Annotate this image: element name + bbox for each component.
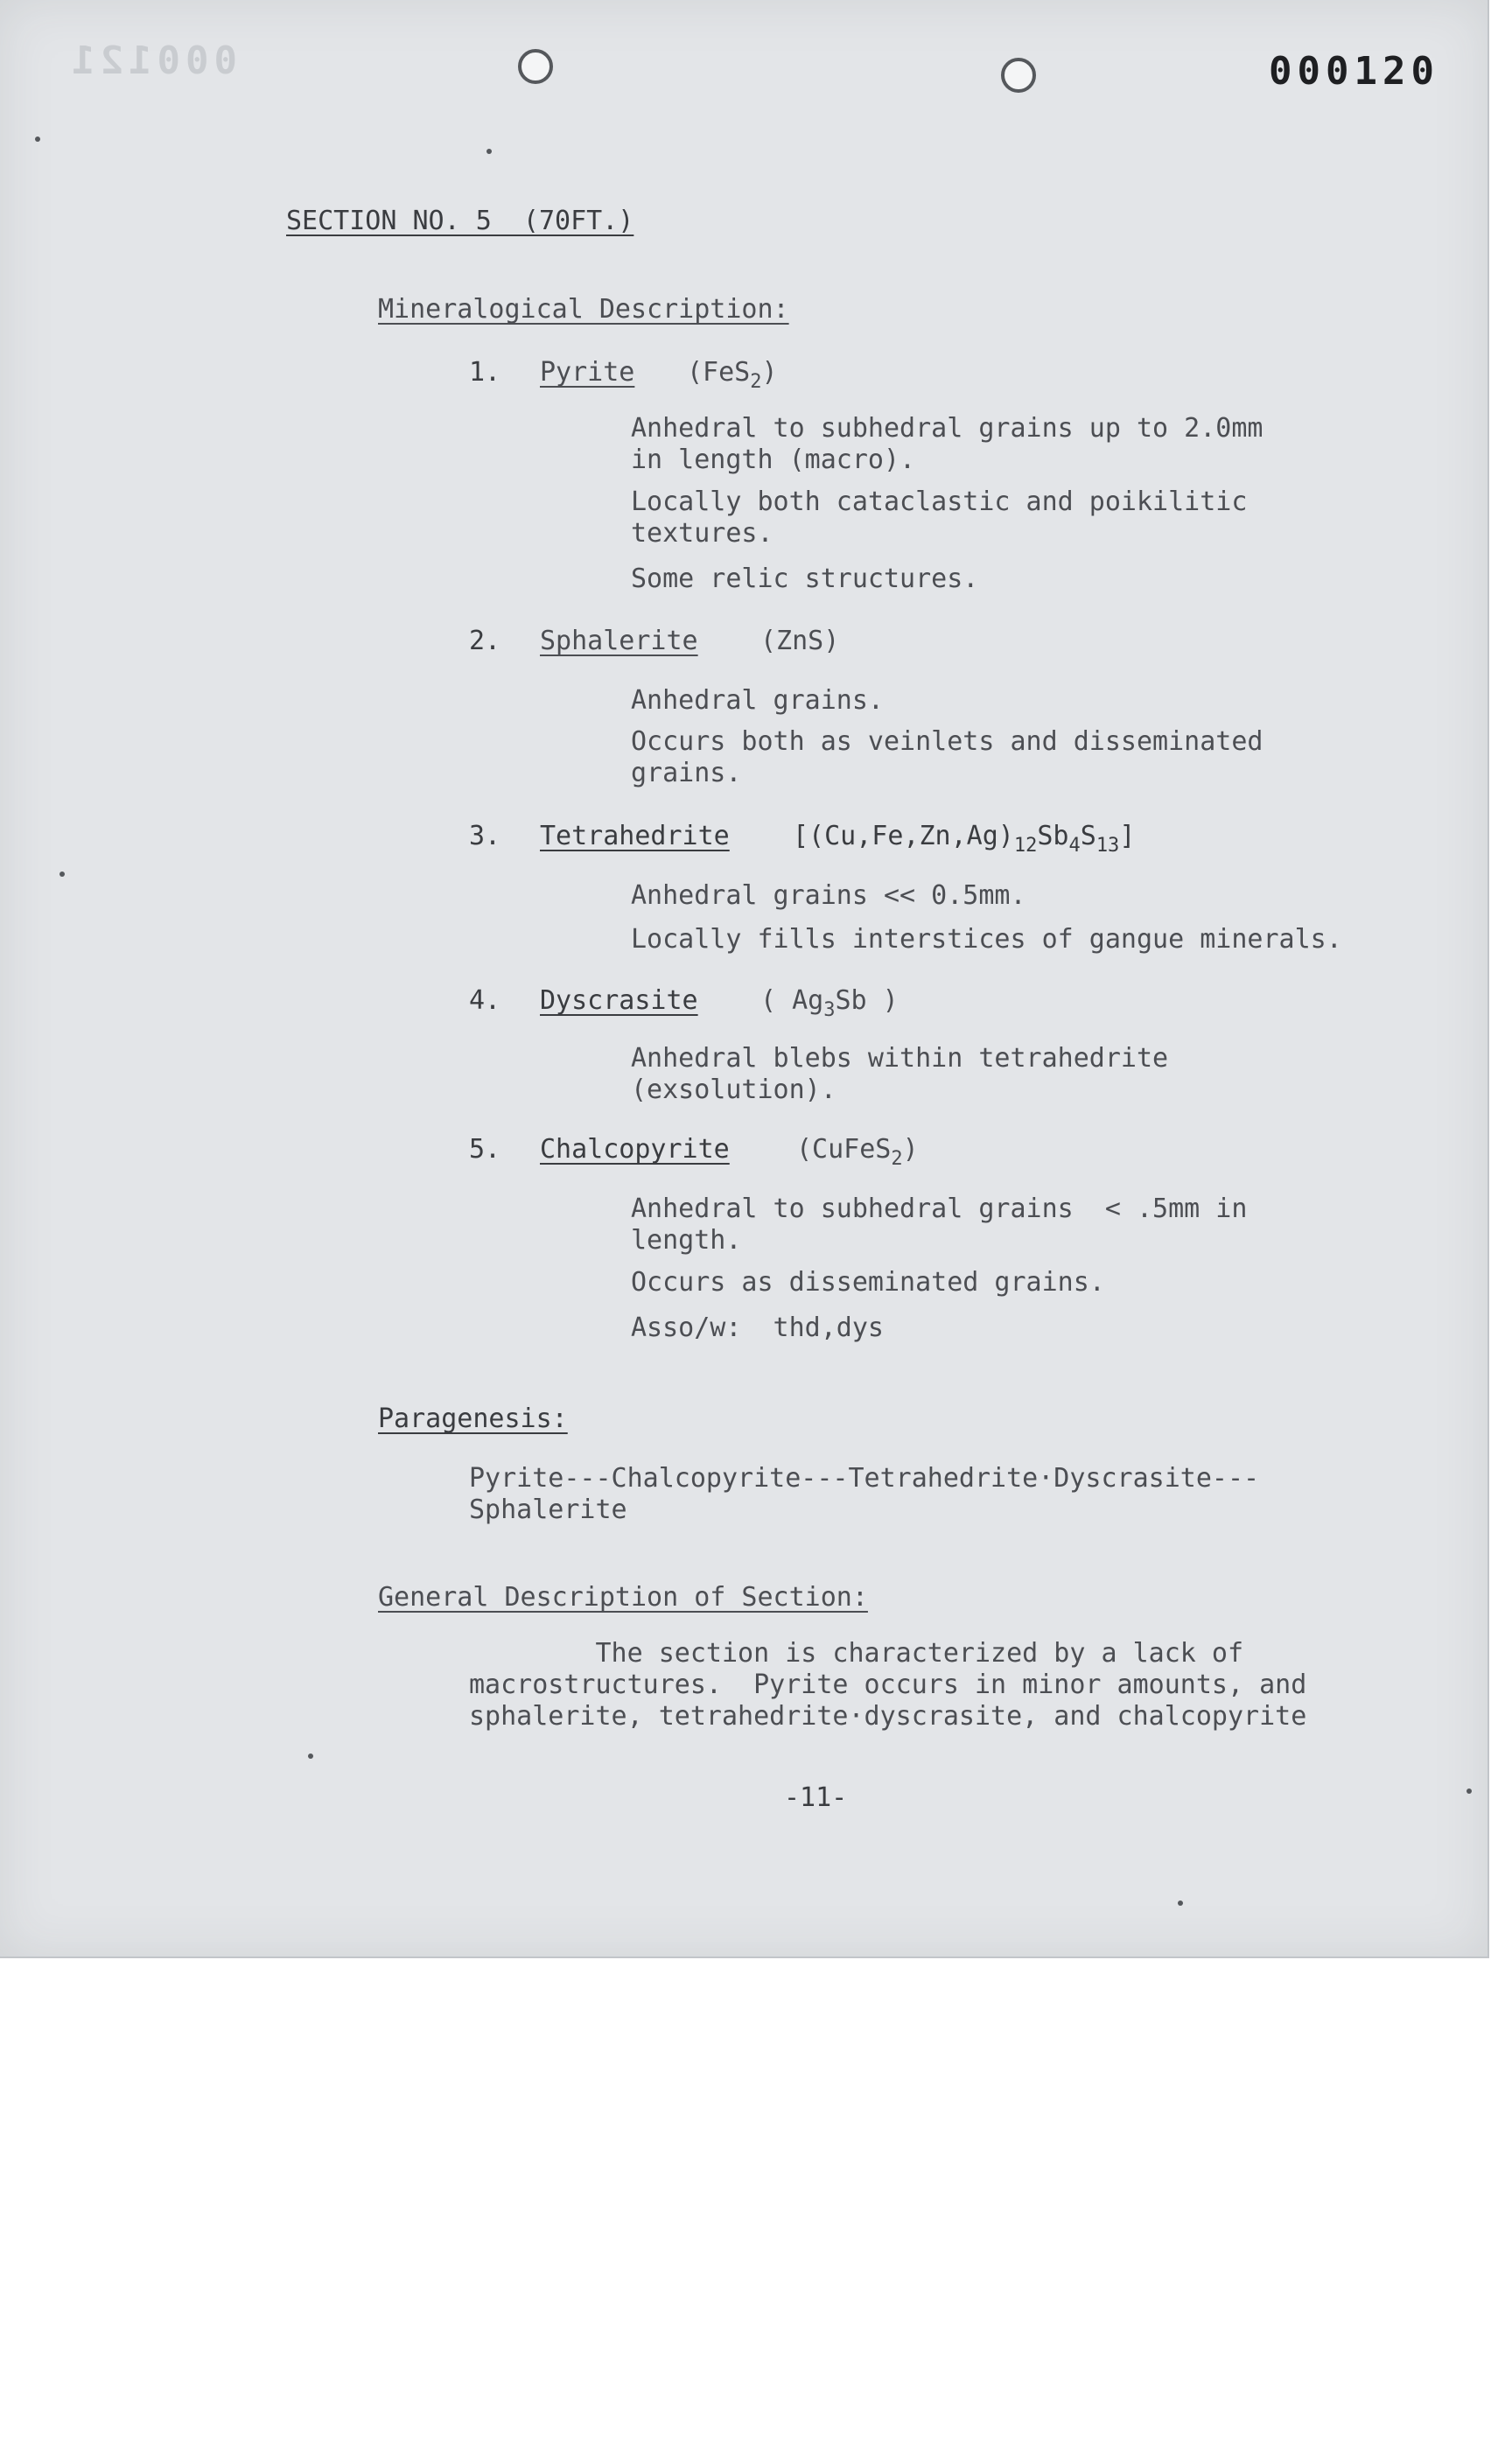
item-4-name: Dyscrasite	[540, 985, 698, 1016]
section-title: SECTION NO. 5 (70FT.)	[286, 206, 634, 236]
paper-speck	[1178, 1900, 1183, 1906]
item-3-note-1: Anhedral grains << 0.5mm.	[631, 880, 1026, 911]
item-5-note-2: Occurs as disseminated grains.	[631, 1267, 1105, 1298]
item-2-formula: (ZnS)	[760, 626, 840, 656]
item-5-note-3: Asso/w: thd,dys	[631, 1312, 884, 1343]
item-2-name: Sphalerite	[540, 626, 698, 656]
item-5-name: Chalcopyrite	[540, 1134, 730, 1165]
punch-hole-left	[518, 49, 553, 84]
item-2-note-2: Occurs both as veinlets and disseminated grains.	[631, 726, 1264, 788]
item-3-name: Tetrahedrite	[540, 821, 730, 851]
item-1-formula: (FeS$_2$)	[687, 357, 778, 393]
item-5-number: 5.	[469, 1134, 501, 1165]
item-5-formula: (CuFeS$_2$)	[796, 1134, 919, 1170]
item-4-number: 4.	[469, 985, 501, 1016]
item-5-note-1: Anhedral to subhedral grains < .5mm in length.	[631, 1194, 1248, 1256]
item-3-note-2: Locally fills interstices of gangue minerals.	[631, 924, 1342, 955]
item-4-note-1: Anhedral blebs within tetrahedrite (exsolution).	[631, 1043, 1169, 1105]
general-description-heading: General Description of Section:	[378, 1582, 868, 1613]
general-description-text: The section is characterized by a lack of macrostructures. Pyrite occurs in minor amounts, and sphalerite, tetrahedrite·dyscrasite, and chalcopyrite	[469, 1638, 1307, 1732]
page-number: -11-	[784, 1782, 848, 1813]
punch-hole-right	[1001, 58, 1036, 93]
item-1-note-1: Anhedral to subhedral grains up to 2.0mm in length (macro).	[631, 413, 1264, 475]
doc-number: 000120	[1269, 49, 1439, 94]
mineralogical-heading: Mineralogical Description:	[378, 294, 789, 325]
ghost-doc-number: 000121	[66, 38, 237, 83]
paper-speck	[35, 136, 40, 142]
paragenesis-text: Pyrite---Chalcopyrite---Tetrahedrite·Dyscrasite--- Sphalerite	[469, 1463, 1260, 1525]
item-4-formula: ( $Ag_3Sb$ )	[760, 985, 899, 1021]
item-3-number: 3.	[469, 821, 501, 851]
paper-speck	[486, 149, 492, 154]
paper-speck	[308, 1754, 313, 1759]
item-2-number: 2.	[469, 626, 501, 656]
item-2-note-1: Anhedral grains.	[631, 685, 884, 716]
paper-speck	[60, 872, 65, 877]
item-1-note-2: Locally both cataclastic and poikilitic textures.	[631, 486, 1248, 549]
item-1-number: 1.	[469, 357, 501, 388]
paragenesis-heading: Paragenesis:	[378, 1404, 568, 1434]
paper-speck	[1466, 1788, 1472, 1794]
item-1-note-3: Some relic structures.	[631, 564, 979, 594]
item-3-formula: $[(Cu,Fe,Zn,Ag)_{12}Sb_4S_{13}]$	[793, 821, 1136, 857]
item-1-name: Pyrite	[540, 357, 635, 388]
